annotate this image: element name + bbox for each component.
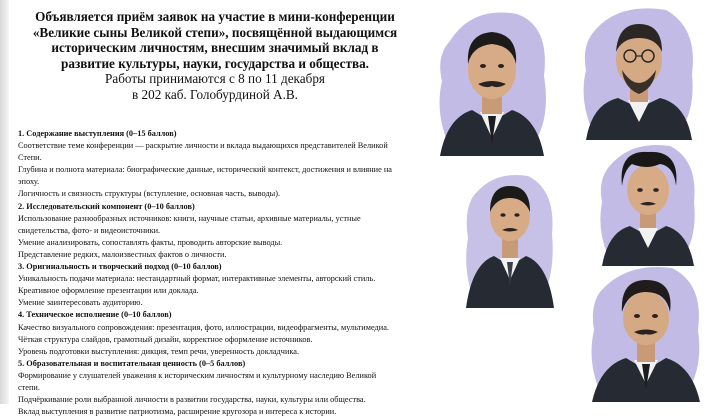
- criterion-line: Умение анализировать, сопоставлять факты, проводить авторские выводы.: [18, 237, 283, 247]
- criterion-line: Степи.: [18, 153, 42, 163]
- criterion-section: [18, 201, 430, 261]
- criterion-line: эпоху.: [18, 177, 40, 187]
- criterion-line: степи.: [18, 382, 40, 392]
- criterion-line: Использование разнообразных источников: книги, научные статьи, архивные материалы, устные: [18, 213, 361, 223]
- criterion-section: [18, 358, 430, 418]
- criterion-title: 4. Техническое исполнение (0–10 баллов): [18, 310, 172, 320]
- criterion-line: Глубина и полнота материала: биографические данные, исторический контекст, достижения и влияние на: [18, 165, 392, 175]
- announcement-block: [10, 9, 420, 103]
- criterion-line: Умение заинтересовать аудиторию.: [18, 298, 143, 308]
- criterion-line: Уровень подготовки выступления: дикция, темп речи, уверенность докладчика.: [18, 346, 300, 356]
- criterion-line: Вклад выступления в развитие патриотизма, расширение кругозора и интереса к истории.: [18, 407, 337, 417]
- criterion-section: [18, 128, 430, 201]
- heading-line: историческим личностям, внесшим значимый вклад в: [51, 40, 379, 56]
- criterion-line: Чёткая структура слайдов, грамотный дизайн, корректное оформление источников.: [18, 334, 313, 344]
- heading-line: развитие культуры, науки, государства и общества.: [61, 55, 369, 71]
- portrait-4: [596, 140, 700, 266]
- criterion-section: [18, 261, 430, 309]
- info-line: Работы принимаются с 8 по 11 декабря: [105, 71, 325, 87]
- criterion-line: Представление редких, малоизвестных фактов о личности.: [18, 249, 227, 259]
- portrait-5: [586, 262, 706, 402]
- portrait-3: [462, 168, 558, 308]
- info-line: в 202 каб. Голобурдиной А.В.: [132, 86, 298, 102]
- criterion-title: 3. Оригинальность и творческий подход (0–10 баллов): [18, 262, 222, 272]
- criterion-line: Уникальность подачи материала: нестандартный формат, интерактивные элементы, авторский стиль.: [18, 274, 376, 284]
- criterion-line: Качество визуального сопровождения: презентация, фото, иллюстрации, видеофрагменты, мультимедиа.: [18, 322, 389, 332]
- slide-left-border: [0, 0, 9, 404]
- portrait-1: [432, 6, 552, 156]
- criterion-title: 2. Исследовательский компонент (0–10 баллов): [18, 201, 195, 211]
- criterion-title: 5. Образовательная и воспитательная ценность (0–5 баллов): [18, 358, 246, 368]
- criterion-line: Формирование у слушателей уважения к историческим личностям и культурному наследию Великой: [18, 370, 377, 380]
- criterion-title: 1. Содержание выступления (0–15 баллов): [18, 129, 177, 138]
- criterion-section: [18, 309, 430, 357]
- criterion-line: Соответствие теме конференции — раскрытие личности и вклада выдающихся представителей Великой: [18, 141, 388, 151]
- evaluation-criteria: [18, 128, 430, 418]
- announcement-info: [10, 71, 420, 102]
- heading-line: «Великие сыны Великой степи», посвящённой выдающимся: [32, 24, 398, 40]
- announcement-heading: [10, 9, 420, 71]
- criterion-line: свидетельства, фото- и видеоисточники.: [18, 225, 161, 235]
- criterion-line: Логичность и связность структуры (вступление, основная часть, выводы).: [18, 189, 281, 199]
- portrait-2: [578, 4, 700, 140]
- heading-line: Объявляется приём заявок на участие в мини-конференции: [35, 9, 395, 24]
- criterion-line: Подчёркивание роли выбранной личности в развитии государства, науки, культуры или общества.: [18, 395, 366, 405]
- criterion-line: Креативное оформление презентации или доклада.: [18, 286, 199, 296]
